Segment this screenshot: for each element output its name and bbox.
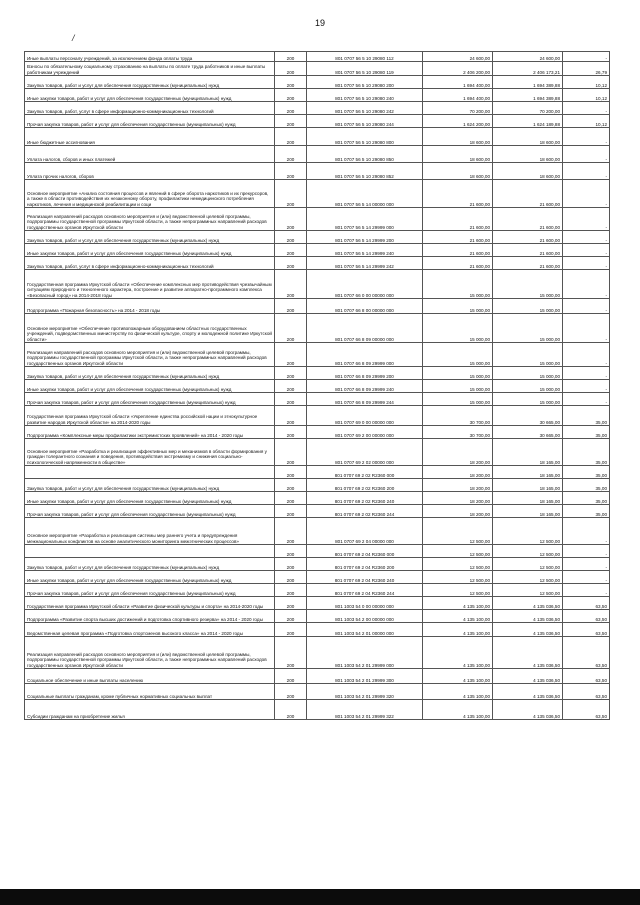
row-line-code: 200 <box>275 62 307 76</box>
row-executed-amount: 15 000,00 <box>493 343 563 367</box>
table-row <box>25 545 610 558</box>
row-budget-code: 801 0707 69 2 04 R2360 200 <box>307 558 423 571</box>
row-unexecuted-amount: 63,50 <box>563 700 610 720</box>
row-budget-code: 801 0707 66 8 09 29999 000 <box>307 343 423 367</box>
table-row <box>25 610 610 623</box>
row-budget-code: 801 0707 56 5 14 00000 000 <box>307 180 423 208</box>
row-unexecuted-amount: 35,00 <box>563 479 610 492</box>
row-assigned-amount: 18 600,00 <box>423 128 493 146</box>
row-assigned-amount: 18 200,00 <box>423 505 493 518</box>
row-line-code: 200 <box>275 102 307 115</box>
row-line-code: 200 <box>275 479 307 492</box>
row-unexecuted-amount: - <box>563 571 610 584</box>
row-line-code: 200 <box>275 393 307 406</box>
row-executed-amount: 30 665,00 <box>493 406 563 426</box>
row-budget-code: 801 0707 56 5 10 29080 112 <box>307 52 423 62</box>
table-row <box>25 62 610 76</box>
row-assigned-amount: 4 135 100,00 <box>423 669 493 684</box>
row-budget-code: 801 0707 69 2 04 R2360 000 <box>307 545 423 558</box>
row-unexecuted-amount: - <box>563 393 610 406</box>
row-line-code: 200 <box>275 146 307 163</box>
row-name: Иные выплаты персоналу учреждений, за исключением фонда оплаты труда <box>25 52 275 62</box>
row-executed-amount: 21 600,00 <box>493 244 563 257</box>
row-unexecuted-amount: - <box>563 146 610 163</box>
row-name: Основное мероприятие «Разработка и реализация системы мер раннего учета и предупреждения межнациональных конфликтов на основе аналитического мониторинга межэтнических процессов» <box>25 518 275 545</box>
table-row <box>25 571 610 584</box>
table-row <box>25 380 610 393</box>
row-line-code: 200 <box>275 610 307 623</box>
row-assigned-amount: 24 600,00 <box>423 52 493 62</box>
row-budget-code: 801 0707 69 2 02 R2360 200 <box>307 479 423 492</box>
row-budget-code: 801 0707 56 5 10 29080 200 <box>307 76 423 89</box>
row-unexecuted-amount: 63,50 <box>563 610 610 623</box>
row-budget-code: 801 0707 56 5 10 29080 119 <box>307 62 423 76</box>
row-assigned-amount: 21 600,00 <box>423 257 493 270</box>
row-executed-amount: 12 500,00 <box>493 571 563 584</box>
row-name: Уплата прочих налогов, сборов <box>25 163 275 180</box>
row-executed-amount: 12 500,00 <box>493 584 563 597</box>
row-budget-code: 801 0707 56 5 14 29999 200 <box>307 231 423 244</box>
row-budget-code: 801 0707 69 2 02 R2360 240 <box>307 492 423 505</box>
table-row <box>25 314 610 343</box>
row-name: Прочая закупка товаров, работ и услуг для обеспечения государственных (муниципальных) нужд <box>25 393 275 406</box>
row-assigned-amount: 21 600,00 <box>423 180 493 208</box>
row-unexecuted-amount: - <box>563 102 610 115</box>
row-assigned-amount: 15 000,00 <box>423 299 493 314</box>
row-name: Социальные выплаты гражданам, кроме публичных нормативных социальных выплат <box>25 684 275 700</box>
row-executed-amount: 21 600,00 <box>493 257 563 270</box>
row-line-code: 200 <box>275 231 307 244</box>
row-name: Иные закупки товаров, работ и услуг для обеспечения государственных (муниципальных) нужд <box>25 492 275 505</box>
row-name: Иные закупки товаров, работ и услуг для обеспечения государственных (муниципальных) нужд <box>25 89 275 102</box>
row-line-code: 200 <box>275 684 307 700</box>
row-line-code: 200 <box>275 115 307 128</box>
row-line-code: 200 <box>275 257 307 270</box>
table-row <box>25 52 610 62</box>
table-row <box>25 299 610 314</box>
row-executed-amount: 12 500,00 <box>493 545 563 558</box>
row-executed-amount: 21 600,00 <box>493 231 563 244</box>
table-row <box>25 208 610 231</box>
row-assigned-amount: 18 200,00 <box>423 492 493 505</box>
table-row <box>25 406 610 426</box>
row-assigned-amount: 30 700,00 <box>423 406 493 426</box>
table-row <box>25 700 610 720</box>
row-name: Реализация направлений расходов основного мероприятия и (или) ведомственной целевой программы, подпрограммы государственной программы Иркутской области, а также непрограммных направлений расходов государственных органов Иркутской области <box>25 637 275 669</box>
row-name: Подпрограмма «Комплексные меры профилактики экстремистских проявлений» на 2014 - 2020 годы <box>25 426 275 439</box>
row-assigned-amount: 4 135 100,00 <box>423 623 493 637</box>
row-assigned-amount: 15 000,00 <box>423 343 493 367</box>
row-unexecuted-amount: 63,50 <box>563 684 610 700</box>
row-unexecuted-amount: 63,50 <box>563 669 610 684</box>
row-name <box>25 545 275 558</box>
row-executed-amount: 4 135 036,50 <box>493 623 563 637</box>
row-assigned-amount: 15 000,00 <box>423 270 493 299</box>
row-unexecuted-amount: - <box>563 367 610 380</box>
row-budget-code: 801 0707 56 5 14 29999 000 <box>307 208 423 231</box>
row-name: Иные закупки товаров, работ и услуг для обеспечения государственных (муниципальных) нужд <box>25 571 275 584</box>
row-name: Иные закупки товаров, работ и услуг для обеспечения государственных (муниципальных) нужд <box>25 380 275 393</box>
row-assigned-amount: 18 200,00 <box>423 466 493 479</box>
row-executed-amount: 15 000,00 <box>493 393 563 406</box>
row-unexecuted-amount: 63,50 <box>563 623 610 637</box>
row-budget-code: 801 0707 66 8 00 00000 000 <box>307 299 423 314</box>
row-assigned-amount: 21 600,00 <box>423 244 493 257</box>
row-executed-amount: 4 135 036,50 <box>493 669 563 684</box>
row-unexecuted-amount: - <box>563 545 610 558</box>
row-assigned-amount: 1 694 400,00 <box>423 76 493 89</box>
row-line-code: 200 <box>275 518 307 545</box>
row-unexecuted-amount: - <box>563 518 610 545</box>
row-executed-amount: 12 500,00 <box>493 518 563 545</box>
row-budget-code: 801 0707 56 5 10 29080 800 <box>307 128 423 146</box>
row-name: Основное мероприятие «Анализ состояния процессов и явлений в сфере оборота наркотиков и их прекурсоров, а также в области противодействия их незаконному обороту, профилактики немедицинского потребления наркотиков, лечения и медицинской реабилитации и соци <box>25 180 275 208</box>
row-name: Государственная программа Иркутской области «Развитие физической культуры и спорта» на 2014-2020 годы <box>25 597 275 610</box>
row-unexecuted-amount: - <box>563 128 610 146</box>
row-assigned-amount: 21 600,00 <box>423 231 493 244</box>
table-row <box>25 102 610 115</box>
table-row <box>25 89 610 102</box>
row-line-code: 200 <box>275 406 307 426</box>
row-line-code: 200 <box>275 89 307 102</box>
row-name: Закупка товаров, работ и услуг для обеспечения государственных (муниципальных) нужд <box>25 558 275 571</box>
row-executed-amount: 1 694 389,88 <box>493 89 563 102</box>
row-assigned-amount: 12 500,00 <box>423 518 493 545</box>
row-budget-code: 801 0707 69 2 02 R2360 244 <box>307 505 423 518</box>
scan-edge-bar <box>0 889 640 905</box>
row-assigned-amount: 12 500,00 <box>423 558 493 571</box>
row-assigned-amount: 1 694 400,00 <box>423 89 493 102</box>
row-assigned-amount: 15 000,00 <box>423 314 493 343</box>
table-row <box>25 637 610 669</box>
row-name: Закупка товаров, работ и услуг для обеспечения государственных (муниципальных) нужд <box>25 231 275 244</box>
row-unexecuted-amount: - <box>563 244 610 257</box>
row-assigned-amount: 2 406 200,00 <box>423 62 493 76</box>
row-budget-code: 801 0707 69 2 04 R2360 244 <box>307 584 423 597</box>
row-name: Иные бюджетные ассигнования <box>25 128 275 146</box>
row-line-code: 200 <box>275 558 307 571</box>
table-row <box>25 367 610 380</box>
row-budget-code: 801 0707 66 8 09 29999 244 <box>307 393 423 406</box>
row-unexecuted-amount: 35,00 <box>563 492 610 505</box>
table-row <box>25 426 610 439</box>
row-executed-amount: 18 600,00 <box>493 128 563 146</box>
handwritten-mark: / <box>72 33 75 43</box>
table-row <box>25 231 610 244</box>
table-row <box>25 270 610 299</box>
row-unexecuted-amount: - <box>563 343 610 367</box>
row-name: Прочая закупка товаров, работ и услуг для обеспечения государственных (муниципальных) нужд <box>25 505 275 518</box>
row-budget-code: 801 1003 54 2 01 29999 000 <box>307 637 423 669</box>
row-line-code: 200 <box>275 426 307 439</box>
table-row <box>25 466 610 479</box>
row-line-code: 200 <box>275 623 307 637</box>
row-unexecuted-amount: - <box>563 52 610 62</box>
row-assigned-amount: 18 200,00 <box>423 479 493 492</box>
row-unexecuted-amount: 63,50 <box>563 637 610 669</box>
row-unexecuted-amount: - <box>563 257 610 270</box>
row-line-code: 200 <box>275 180 307 208</box>
row-assigned-amount: 30 700,00 <box>423 426 493 439</box>
row-line-code: 200 <box>275 700 307 720</box>
table-row <box>25 518 610 545</box>
row-executed-amount: 18 165,00 <box>493 466 563 479</box>
row-unexecuted-amount: 35,00 <box>563 426 610 439</box>
row-name: Основное мероприятие «Обеспечение противопожарным оборудованием областных государственных учреждений, подведомственных министерству по физической культуре, спорту и молодежной политике Иркутской области» <box>25 314 275 343</box>
row-unexecuted-amount: - <box>563 231 610 244</box>
row-executed-amount: 12 500,00 <box>493 558 563 571</box>
table-row <box>25 180 610 208</box>
row-line-code: 200 <box>275 343 307 367</box>
row-executed-amount: 18 165,00 <box>493 492 563 505</box>
row-line-code: 200 <box>275 270 307 299</box>
row-unexecuted-amount: - <box>563 270 610 299</box>
row-name: Закупка товаров, работ и услуг для обеспечения государственных (муниципальных) нужд <box>25 479 275 492</box>
row-name: Социальное обеспечение и иные выплаты населению <box>25 669 275 684</box>
table-row <box>25 76 610 89</box>
row-name: Закупка товаров, работ, услуг в сфере информационно-коммуникационных технологий <box>25 102 275 115</box>
table-row <box>25 558 610 571</box>
table-row <box>25 115 610 128</box>
row-assigned-amount: 18 600,00 <box>423 146 493 163</box>
row-line-code: 200 <box>275 163 307 180</box>
row-budget-code: 801 1003 54 0 00 00000 000 <box>307 597 423 610</box>
row-name: Прочая закупка товаров, работ и услуг для обеспечения государственных (муниципальных) нужд <box>25 115 275 128</box>
budget-table <box>24 51 610 720</box>
table-row <box>25 244 610 257</box>
row-assigned-amount: 4 135 100,00 <box>423 700 493 720</box>
row-executed-amount: 15 000,00 <box>493 299 563 314</box>
row-budget-code: 801 0707 66 8 09 29999 200 <box>307 367 423 380</box>
row-executed-amount: 18 165,00 <box>493 439 563 466</box>
table-row <box>25 492 610 505</box>
row-assigned-amount: 4 135 100,00 <box>423 637 493 669</box>
row-name: Субсидии гражданам на приобретение жилья <box>25 700 275 720</box>
row-unexecuted-amount: - <box>563 163 610 180</box>
row-name: Закупка товаров, работ, услуг в сфере информационно-коммуникационных технологий <box>25 257 275 270</box>
row-executed-amount: 30 665,00 <box>493 426 563 439</box>
row-unexecuted-amount: 63,50 <box>563 597 610 610</box>
row-budget-code: 801 0707 66 0 00 00000 000 <box>307 270 423 299</box>
row-budget-code: 801 0707 66 8 09 00000 000 <box>307 314 423 343</box>
row-budget-code: 801 0707 69 2 02 00000 000 <box>307 439 423 466</box>
row-executed-amount: 15 000,00 <box>493 367 563 380</box>
table-row <box>25 163 610 180</box>
row-executed-amount: 15 000,00 <box>493 270 563 299</box>
row-executed-amount: 4 135 036,50 <box>493 597 563 610</box>
row-executed-amount: 18 165,00 <box>493 479 563 492</box>
row-line-code: 200 <box>275 367 307 380</box>
row-line-code: 200 <box>275 545 307 558</box>
row-budget-code: 801 0707 56 5 10 29080 242 <box>307 102 423 115</box>
row-assigned-amount: 12 500,00 <box>423 584 493 597</box>
row-executed-amount: 4 135 036,50 <box>493 610 563 623</box>
row-name: Иные закупки товаров, работ и услуг для обеспечения государственных (муниципальных) нужд <box>25 244 275 257</box>
row-line-code: 200 <box>275 466 307 479</box>
row-unexecuted-amount: 26,79 <box>563 62 610 76</box>
row-executed-amount: 15 000,00 <box>493 380 563 393</box>
row-line-code: 200 <box>275 314 307 343</box>
row-unexecuted-amount: 35,00 <box>563 439 610 466</box>
row-unexecuted-amount: 35,00 <box>563 466 610 479</box>
row-line-code: 200 <box>275 669 307 684</box>
row-line-code: 200 <box>275 208 307 231</box>
table-row <box>25 146 610 163</box>
row-budget-code: 801 0707 56 5 14 29999 242 <box>307 257 423 270</box>
row-assigned-amount: 4 135 100,00 <box>423 610 493 623</box>
table-row <box>25 684 610 700</box>
row-executed-amount: 24 600,00 <box>493 52 563 62</box>
row-name: Закупка товаров, работ и услуг для обеспечения государственных (муниципальных) нужд <box>25 76 275 89</box>
table-row <box>25 479 610 492</box>
table-row <box>25 343 610 367</box>
row-unexecuted-amount: 35,00 <box>563 505 610 518</box>
row-budget-code: 801 0707 56 5 10 29080 852 <box>307 163 423 180</box>
row-budget-code: 801 0707 56 5 14 29999 240 <box>307 244 423 257</box>
row-unexecuted-amount: - <box>563 299 610 314</box>
row-unexecuted-amount: - <box>563 380 610 393</box>
row-name: Государственная программа Иркутской области «Укрепление единства российской нации и этнокультурное развитие народов Иркутской области» на 2014-2020 годы <box>25 406 275 426</box>
row-name: Закупка товаров, работ и услуг для обеспечения государственных (муниципальных) нужд <box>25 367 275 380</box>
row-unexecuted-amount: - <box>563 180 610 208</box>
row-budget-code: 801 0707 69 2 00 00000 000 <box>307 426 423 439</box>
row-unexecuted-amount: 10,12 <box>563 115 610 128</box>
table-row <box>25 584 610 597</box>
row-executed-amount: 1 694 389,88 <box>493 76 563 89</box>
table-row <box>25 128 610 146</box>
row-executed-amount: 15 000,00 <box>493 314 563 343</box>
page-number: 19 <box>314 18 325 28</box>
row-name: Ведомственная целевая программа «Подготовка спортсменов высокого класса» на 2014 - 2020 годы <box>25 623 275 637</box>
row-name: Подпрограмма «Пожарная безопасность» на 2014 - 2018 годы <box>25 299 275 314</box>
table-row <box>25 257 610 270</box>
row-unexecuted-amount: 10,12 <box>563 89 610 102</box>
row-name: Реализация направлений расходов основного мероприятия и (или) ведомственной целевой программы, подпрограммы государственной программы Иркутской области, а также непрограммных направлений расходов государственных органов Иркутской области <box>25 343 275 367</box>
row-executed-amount: 18 165,00 <box>493 505 563 518</box>
row-executed-amount: 21 600,00 <box>493 180 563 208</box>
row-line-code: 200 <box>275 52 307 62</box>
row-budget-code: 801 1003 54 2 01 29999 300 <box>307 669 423 684</box>
row-unexecuted-amount: - <box>563 558 610 571</box>
row-budget-code: 801 0707 69 0 00 00000 000 <box>307 406 423 426</box>
row-budget-code: 801 0707 56 5 10 29080 850 <box>307 146 423 163</box>
table-row <box>25 393 610 406</box>
row-assigned-amount: 70 200,00 <box>423 102 493 115</box>
row-line-code: 200 <box>275 380 307 393</box>
row-assigned-amount: 21 600,00 <box>423 208 493 231</box>
row-name: Прочая закупка товаров, работ и услуг для обеспечения государственных (муниципальных) нужд <box>25 584 275 597</box>
row-name: Подпрограмма «Развитие спорта высших достижений и подготовка спортивного резерва» на 2014 - 2020 годы <box>25 610 275 623</box>
row-budget-code: 801 1003 54 2 01 29999 322 <box>307 700 423 720</box>
row-assigned-amount: 1 624 200,00 <box>423 115 493 128</box>
row-executed-amount: 4 135 036,50 <box>493 637 563 669</box>
row-budget-code: 801 1003 54 2 01 00000 000 <box>307 623 423 637</box>
row-assigned-amount: 4 135 100,00 <box>423 597 493 610</box>
row-line-code: 200 <box>275 637 307 669</box>
row-executed-amount: 21 600,00 <box>493 208 563 231</box>
row-unexecuted-amount: 10,12 <box>563 76 610 89</box>
row-name: Взносы по обязательному социальному страхованию на выплаты по оплате труда работников и иные выплаты работникам учреждений <box>25 62 275 76</box>
row-budget-code: 801 0707 56 5 10 29080 244 <box>307 115 423 128</box>
row-budget-code: 801 0707 66 8 09 29999 240 <box>307 380 423 393</box>
row-name: Реализация направлений расходов основного мероприятия и (или) ведомственной целевой программы, подпрограммы государственной программы Иркутской области, а также непрограммных направлений расходов государственных органов Иркутской области <box>25 208 275 231</box>
row-executed-amount: 18 600,00 <box>493 163 563 180</box>
table-row <box>25 623 610 637</box>
row-line-code: 200 <box>275 76 307 89</box>
row-name: Государственная программа Иркутской области «Обеспечение комплексных мер противодействия чрезвычайным ситуациям природного и техногенного характера, построение и развитие аппаратно-программного комплекса «Безопасный город» на 2014-2018 годы <box>25 270 275 299</box>
row-assigned-amount: 4 135 100,00 <box>423 684 493 700</box>
row-name: Основное мероприятие «Разработка и реализация эффективных мер и механизмов в области формирования у граждан толерантного сознания и поведения, противодействия экстремизму и снижения социально-психологической напряженности в обществе» <box>25 439 275 466</box>
row-assigned-amount: 12 500,00 <box>423 545 493 558</box>
table-row <box>25 505 610 518</box>
row-assigned-amount: 15 000,00 <box>423 393 493 406</box>
row-assigned-amount: 18 600,00 <box>423 163 493 180</box>
row-unexecuted-amount: - <box>563 208 610 231</box>
table-row <box>25 669 610 684</box>
row-line-code: 200 <box>275 439 307 466</box>
row-assigned-amount: 12 500,00 <box>423 571 493 584</box>
row-budget-code: 801 1003 54 2 01 29999 320 <box>307 684 423 700</box>
row-executed-amount: 18 600,00 <box>493 146 563 163</box>
row-line-code: 200 <box>275 299 307 314</box>
row-unexecuted-amount: 35,00 <box>563 406 610 426</box>
row-assigned-amount: 15 000,00 <box>423 367 493 380</box>
row-executed-amount: 2 406 173,21 <box>493 62 563 76</box>
row-budget-code: 801 0707 69 2 04 00000 000 <box>307 518 423 545</box>
row-budget-code: 801 0707 56 5 10 29080 240 <box>307 89 423 102</box>
row-assigned-amount: 15 000,00 <box>423 380 493 393</box>
row-line-code: 200 <box>275 244 307 257</box>
row-unexecuted-amount: - <box>563 314 610 343</box>
row-line-code: 200 <box>275 571 307 584</box>
row-executed-amount: 70 200,00 <box>493 102 563 115</box>
table-row <box>25 439 610 466</box>
budget-table-body <box>25 52 610 720</box>
row-budget-code: 801 0707 69 2 02 R2360 000 <box>307 466 423 479</box>
row-executed-amount: 4 135 036,50 <box>493 700 563 720</box>
row-name: Уплата налогов, сборов и иных платежей <box>25 146 275 163</box>
row-line-code: 200 <box>275 492 307 505</box>
row-budget-code: 801 0707 69 2 04 R2360 240 <box>307 571 423 584</box>
row-budget-code: 801 1003 54 2 00 00000 000 <box>307 610 423 623</box>
table-row <box>25 597 610 610</box>
row-line-code: 200 <box>275 597 307 610</box>
row-executed-amount: 4 135 036,50 <box>493 684 563 700</box>
row-line-code: 200 <box>275 128 307 146</box>
row-line-code: 200 <box>275 505 307 518</box>
row-unexecuted-amount: - <box>563 584 610 597</box>
row-assigned-amount: 18 200,00 <box>423 439 493 466</box>
row-executed-amount: 1 624 189,88 <box>493 115 563 128</box>
row-line-code: 200 <box>275 584 307 597</box>
row-name <box>25 466 275 479</box>
